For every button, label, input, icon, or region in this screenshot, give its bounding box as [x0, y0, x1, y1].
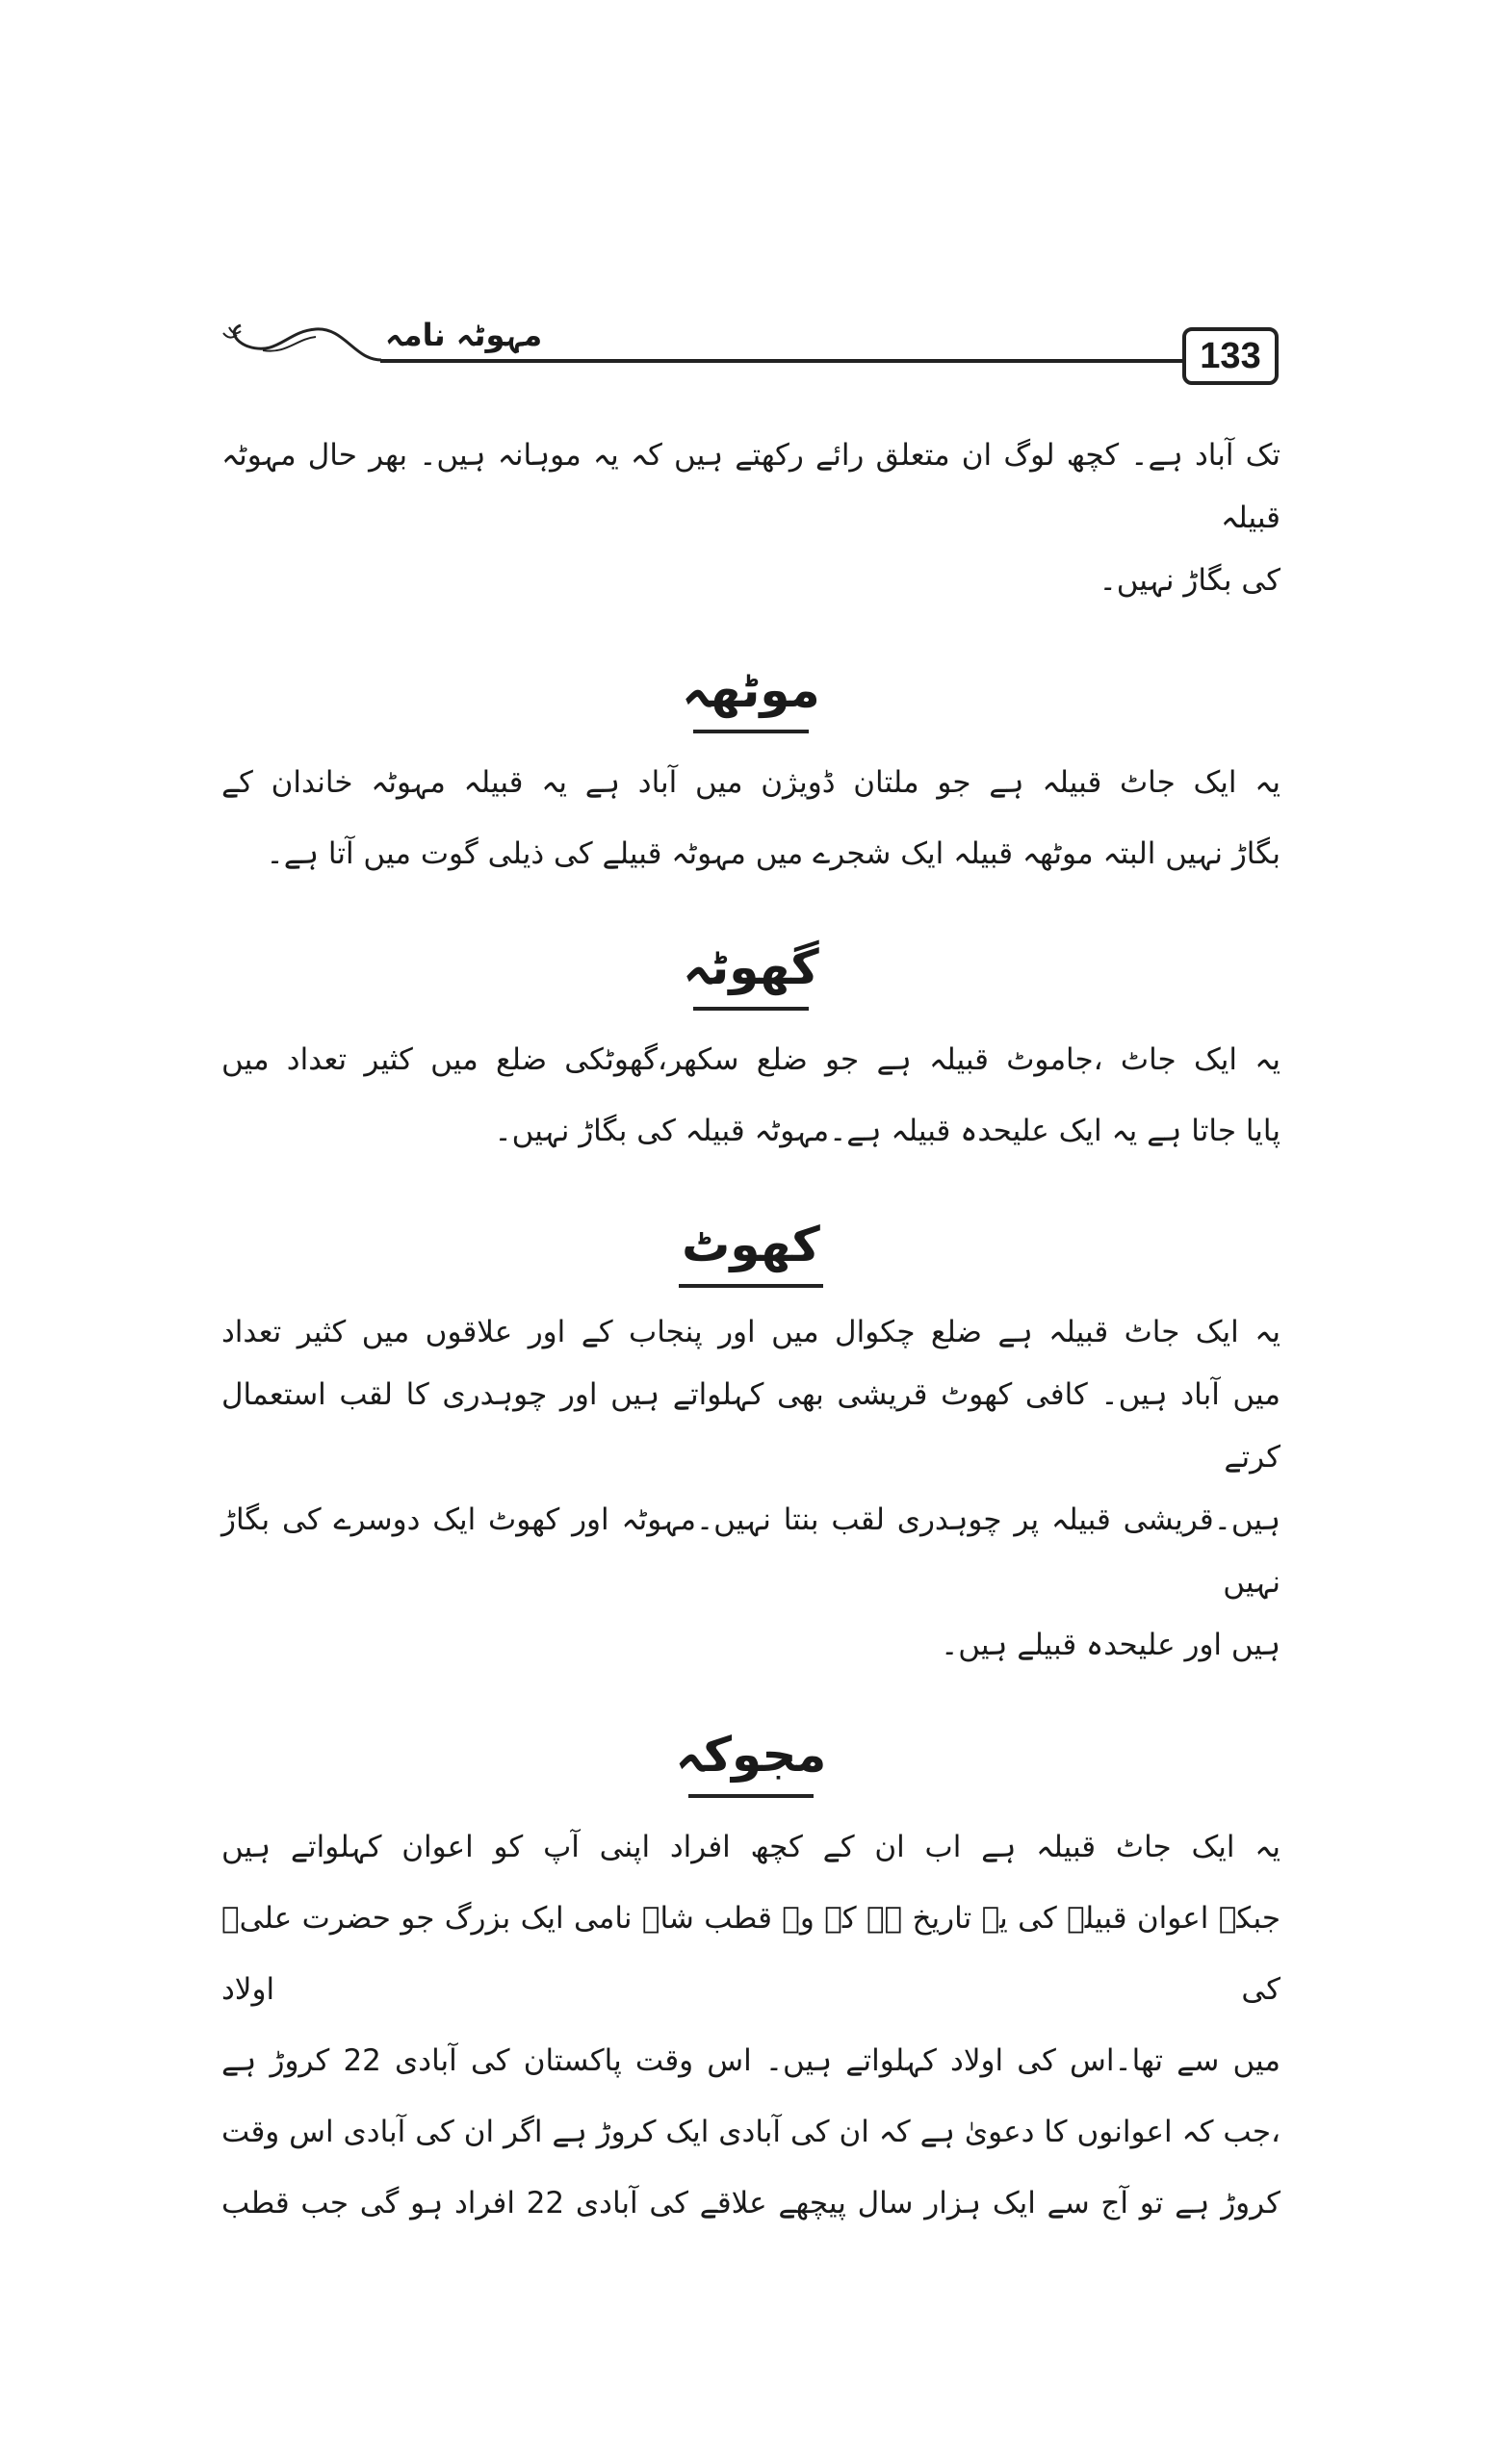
- section-heading-block: [221, 1723, 1280, 1798]
- section-heading: موٹھہ: [682, 662, 820, 718]
- section-heading-block: [221, 658, 1280, 733]
- text-line: یہ ایک جاٹ قبیلہ ہے ضلع چکوال میں اور پنجاب کے اور علاقوں میں کثیر تعداد: [221, 1315, 1280, 1349]
- running-title: مہوٹہ نامہ: [385, 317, 543, 353]
- section-paragraph: [221, 747, 1280, 889]
- header-rule: [380, 359, 1184, 363]
- section-paragraph: [221, 1301, 1280, 1677]
- page-number: 133: [1182, 327, 1279, 385]
- text-line: یہ ایک جاٹ قبیلہ ہے اب ان کے کچھ افراد اپنی آپ کو اعوان کہلواتے ہیں: [221, 1830, 1280, 1864]
- text-line: میں سے تھا۔اس کی اولاد کہلواتے ہیں۔ اس وقت پاکستان کی آبادی 22 کروڑ ہے: [221, 2043, 1281, 2078]
- section-heading: کھوٹ: [682, 1217, 820, 1272]
- text-line: تک آباد ہے۔ کچھ لوگ ان متعلق رائے رکھتے ہیں کہ یہ موہانہ ہیں۔ بھر حال مہوٹہ قبیلہ: [221, 438, 1280, 535]
- heading-underline: [693, 1007, 809, 1011]
- text-line: جبکہ اعوان قبیلے کی یہ تاریخ ہے کہ وہ قطب شاہ نامی ایک بزرگ جو حضرت علیؓ کی اولاد: [221, 1901, 1280, 2007]
- section-heading: گھوٹہ: [683, 939, 819, 995]
- section-paragraph: [221, 1811, 1280, 2239]
- text-line: میں آباد ہیں۔ کافی کھوٹ قریشی بھی کہلواتے ہیں اور چوہدری کا لقب استعمال کرتے: [221, 1377, 1280, 1475]
- text-line: کی بگاڑ نہیں۔: [1099, 563, 1280, 598]
- decorative-flourish-icon: [220, 318, 383, 366]
- text-line: ،جب کہ اعوانوں کا دعویٰ ہے کہ ان کی آبادی ایک کروڑ ہے اگر ان کی آبادی اس وقت: [221, 2115, 1280, 2149]
- intro-paragraph: [221, 424, 1280, 612]
- page-body: [221, 424, 1280, 2239]
- text-line: یہ ایک جاٹ ،جاموٹ قبیلہ ہے جو ضلع سکھر،گھوٹکی ضلع میں کثیر تعداد میں: [221, 1042, 1280, 1077]
- section-heading-block: [221, 936, 1280, 1011]
- text-line: ہیں۔قریشی قبیلہ پر چوہدری لقب بنتا نہیں۔مہوٹہ اور کھوٹ ایک دوسرے کی بگاڑ نہیں: [221, 1502, 1280, 1600]
- section-paragraph: [221, 1024, 1280, 1167]
- heading-underline: [693, 730, 809, 733]
- heading-underline: [688, 1794, 814, 1798]
- text-line: کروڑ ہے تو آج سے ایک ہزار سال پیچھے علاقے کی آبادی 22 افراد ہو گی جب قطب: [221, 2186, 1281, 2220]
- text-line: یہ ایک جاٹ قبیلہ ہے جو ملتان ڈویژن میں آباد ہے یہ قبیلہ مہوٹہ خاندان کے: [221, 765, 1280, 800]
- section-heading: مجوکہ: [675, 1727, 827, 1783]
- heading-underline: [679, 1284, 823, 1288]
- text-line: پایا جاتا ہے یہ ایک علیحدہ قبیلہ ہے۔مہوٹہ قبیلہ کی بگاڑ نہیں۔: [494, 1114, 1280, 1148]
- section-heading-block: [221, 1213, 1280, 1288]
- text-line: بگاڑ نہیں البتہ موٹھہ قبیلہ ایک شجرے میں مہوٹہ قبیلے کی ذیلی گوت میں آتا ہے۔: [266, 836, 1280, 871]
- text-line: ہیں اور علیحدہ قبیلے ہیں۔: [941, 1628, 1280, 1662]
